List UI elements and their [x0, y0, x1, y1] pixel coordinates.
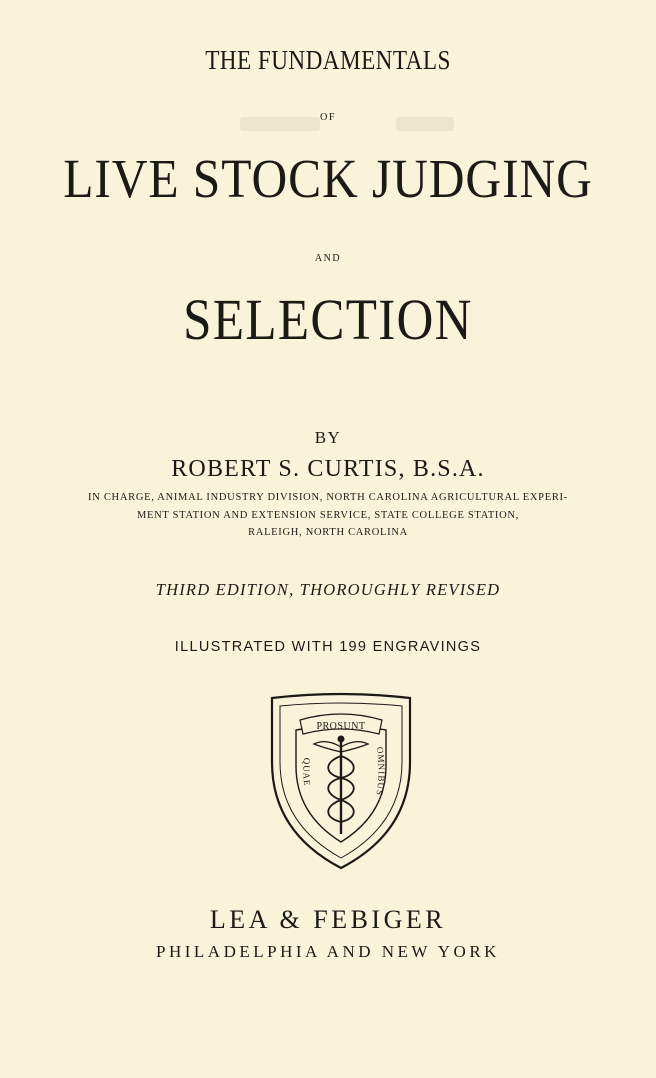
- by-line: BY: [314, 428, 342, 447]
- publisher-cities: PHILADELPHIA AND NEW YORK: [156, 942, 500, 961]
- publisher-name: LEA & FEBIGER: [209, 905, 447, 934]
- emblem-right-text: OMNIBUS: [374, 746, 387, 797]
- edition-line: THIRD EDITION, THOROUGHLY REVISED: [155, 580, 501, 599]
- title-line-1: THE FUNDAMENTALS: [205, 45, 451, 75]
- title-and: AND: [314, 253, 342, 264]
- author-name: ROBERT S. CURTIS, B.S.A.: [171, 456, 485, 482]
- author-affiliation-line-2: MENT STATION AND EXTENSION SERVICE, STATE COLLEGE STATION,: [136, 510, 520, 521]
- svg-text:QUAE: [301, 758, 312, 787]
- title-sub: SELECTION: [183, 287, 473, 352]
- author-affiliation-line-1: IN CHARGE, ANIMAL INDUSTRY DIVISION, NORTH CAROLINA AGRICULTURAL EXPERI-: [88, 492, 568, 503]
- title-of: OF: [320, 112, 336, 123]
- emblem-left-text: QUAE: [301, 757, 313, 787]
- title-main: LIVE STOCK JUDGING: [63, 148, 593, 209]
- illustrations-line: ILLUSTRATED WITH 199 ENGRAVINGS: [174, 639, 482, 655]
- svg-text:OMNIBUS: [374, 746, 386, 797]
- author-affiliation-line-3: RALEIGH, NORTH CAROLINA: [248, 527, 408, 538]
- caduceus-shield-icon: [266, 692, 416, 872]
- emblem-banner-text: PROSUNT: [316, 721, 366, 732]
